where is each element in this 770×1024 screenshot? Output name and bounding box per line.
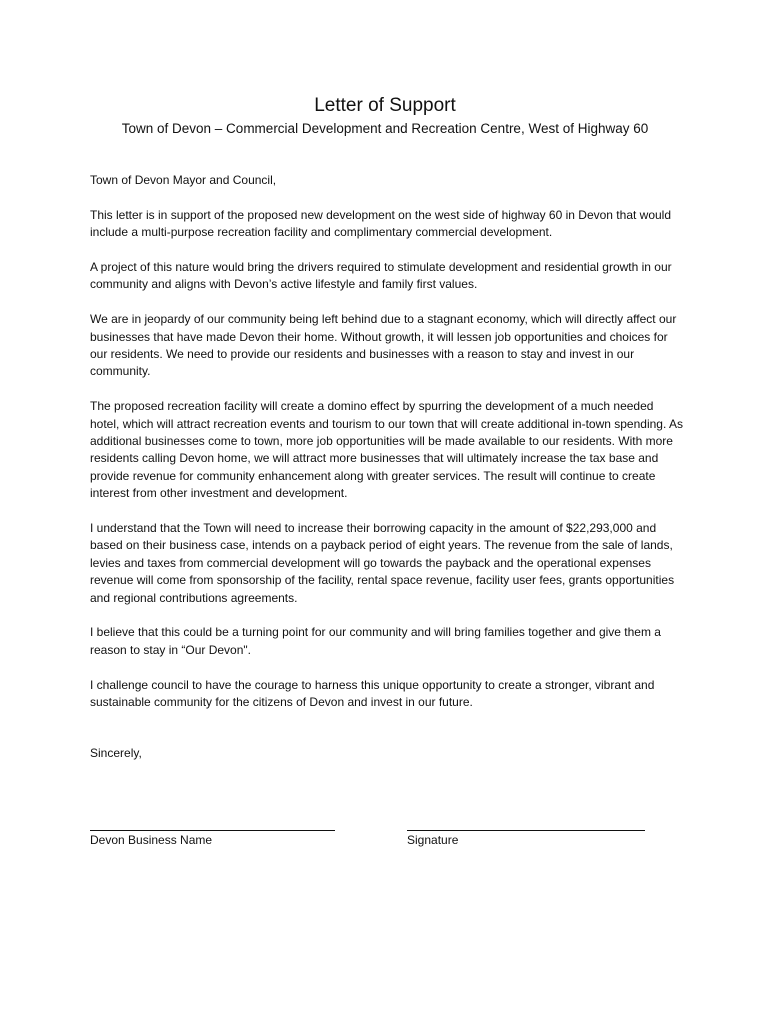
paragraph: I challenge council to have the courage to harness this unique opportunity to create a stronger, vibrant and sustainable community for the citizens of Devon and invest in our future. <box>90 677 655 710</box>
paragraph: The proposed recreation facility will create a domino effect by spurring the development of a much needed hotel, which will attract recreation events and tourism to our town that will create additional in-town spending. As additional businesses come to town, more job opportunities will be made available to our residents. With more residents calling Devon home, we will attract more businesses that will ultimately increase the tax base and provide revenue for community enhancement along with greater services. The result will continue to create interest from other investment and development. <box>90 399 683 501</box>
letter-subtitle: Town of Devon – Commercial Development and Recreation Centre, West of Highway 60 <box>121 121 649 136</box>
paragraph: This letter is in support of the proposed new development on the west side of highway 60 in Devon that would include a multi-purpose recreation facility and complimentary commercial development. <box>90 207 672 240</box>
business-name-line[interactable] <box>90 816 335 831</box>
paragraph: A project of this nature would bring the drivers required to stimulate development and residential growth in our community and aligns with Devon’s active lifestyle and family first values. <box>90 260 672 292</box>
business-name-field[interactable] <box>90 816 335 849</box>
paragraph: We are in jeopardy of our community being left behind due to a stagnant economy, which will directly affect our businesses that have made Devon their home. Without growth, it will lessen job opportunities and choices for our residents. We need to provide our residents and businesses with a reason to stay and invest in our community. <box>90 312 677 379</box>
letter-title: Letter of Support <box>314 95 456 116</box>
signature-line[interactable] <box>407 816 645 831</box>
letter-body <box>90 172 686 729</box>
signature-field[interactable] <box>407 816 645 849</box>
closing: Sincerely, <box>90 746 142 760</box>
business-name-label: Devon Business Name <box>90 833 213 847</box>
paragraph: I understand that the Town will need to increase their borrowing capacity in the amount of $22,293,000 and based on their business case, intends on a payback period of eight years. The revenue from the sale of lands, levies and taxes from commercial development will go towards the payback and the operational expenses revenue will come from sponsorship of the facility, rental space revenue, facility user fees, grants opportunities and regional contributions agreements. <box>90 521 675 605</box>
signature-label: Signature <box>407 833 459 847</box>
salutation: Town of Devon Mayor and Council, <box>90 173 277 187</box>
paragraph: I believe that this could be a turning point for our community and will bring families together and give them a reason to stay in “Our Devon". <box>90 625 661 657</box>
